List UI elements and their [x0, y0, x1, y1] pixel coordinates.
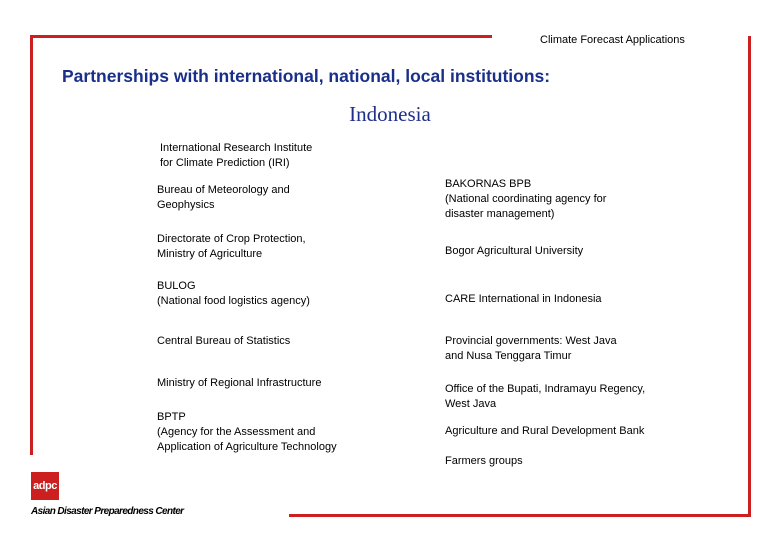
- page-subtitle: Indonesia: [349, 102, 431, 126]
- partner-provincial-governments: Provincial governments: West Java and Nusa Tenggara Timur: [445, 335, 617, 362]
- partner-farmers-groups: Farmers groups: [445, 455, 523, 467]
- adpc-logo-caption: Asian Disaster Preparedness Center: [31, 506, 184, 517]
- frame-left-line: [30, 35, 33, 455]
- partner-bmg: Bureau of Meteorology and Geophysics: [157, 184, 290, 211]
- partner-crop-protection: Directorate of Crop Protection, Ministry of Agriculture: [157, 233, 306, 260]
- partner-care: CARE International in Indonesia: [445, 293, 602, 305]
- frame-bottom-line: [289, 514, 751, 517]
- partner-bogor-university: Bogor Agricultural University: [445, 245, 584, 257]
- partner-iri: International Research Institute for Climate Prediction (IRI): [160, 142, 313, 169]
- partner-rural-bank: Agriculture and Rural Development Bank: [445, 425, 645, 437]
- frame-top-line: [30, 35, 492, 38]
- partner-bakornas: BAKORNAS BPB (National coordinating agency for disaster management): [445, 178, 607, 220]
- partner-bupati-office: Office of the Bupati, Indramayu Regency, West Java: [445, 383, 646, 410]
- partner-bptp: BPTP (Agency for the Assessment and Application of Agriculture Technology: [157, 411, 337, 453]
- adpc-logo: [31, 472, 59, 500]
- header-label: Climate Forecast Applications: [540, 34, 685, 46]
- page-title: Partnerships with international, national, local institutions:: [62, 66, 551, 86]
- adpc-logo-mark: adpc: [33, 480, 57, 492]
- partner-bps: Central Bureau of Statistics: [157, 335, 291, 347]
- partner-bulog: BULOG (National food logistics agency): [157, 280, 310, 307]
- partner-regional-infrastructure: Ministry of Regional Infrastructure: [157, 377, 322, 389]
